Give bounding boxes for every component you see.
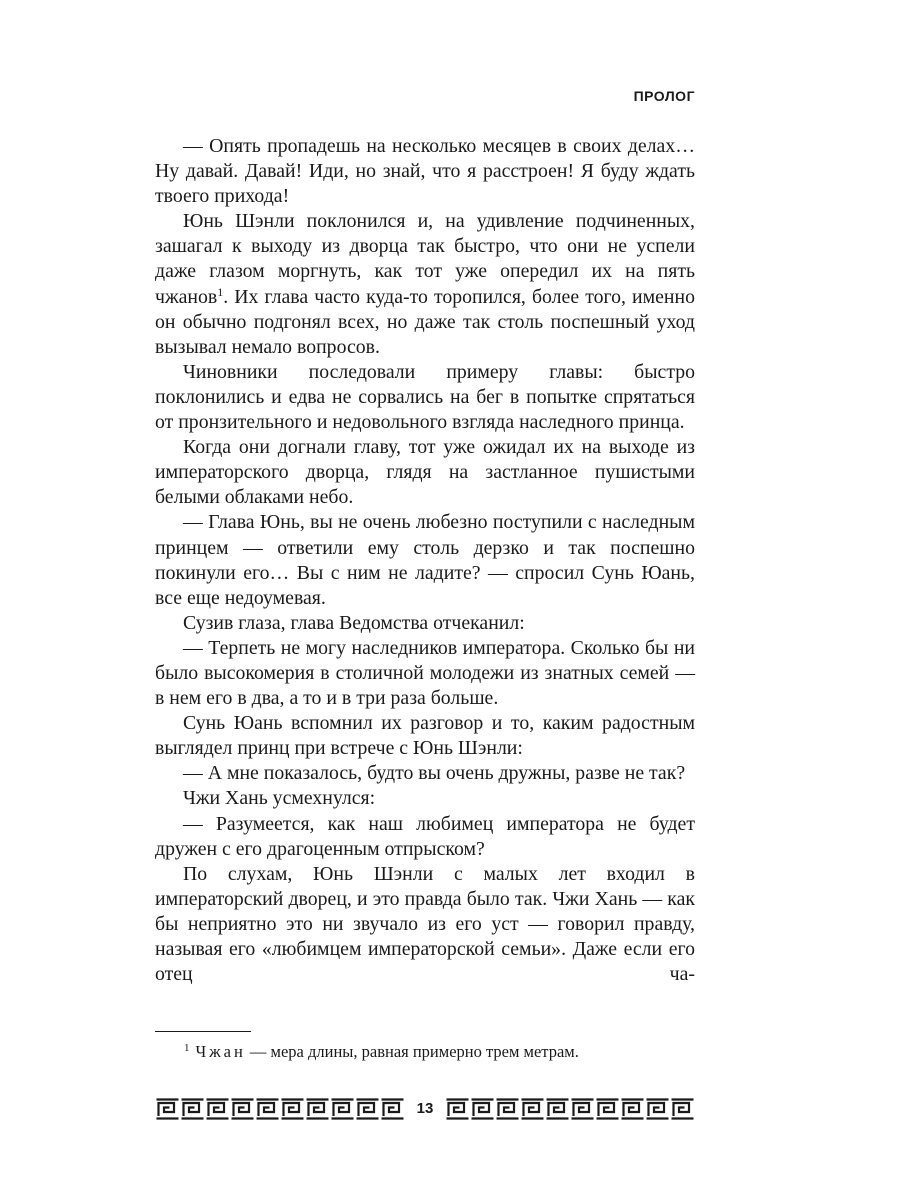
footnote (184, 1041, 579, 1063)
paragraph: — Разумеется, как наш любимец императора не будет дружен с его драгоценным отпрыском? (155, 812, 695, 860)
meander-ornament-right (445, 1098, 695, 1120)
paragraph: — Терпеть не могу наследников императора. Сколько бы ни было высокомерия в столичной молодежи из знатных семей — в нем его в два, а то и в три раза больше. (155, 636, 695, 710)
footnote-ref[interactable]: 1 (217, 284, 224, 299)
footnote-term: Чжан (195, 1042, 246, 1061)
paragraph: — Опять пропадешь на несколько месяцев в своих делах… Ну давай. Давай! Иди, но знай, что я расстроен! Я буду ждать твоего прихода! (155, 135, 695, 208)
paragraph: По слухам, Юнь Шэнли с малых лет входил в императорский дворец, и это правда было так. Чжи Хань — как бы неприятно это ни звучало из его уст — говорил правду, называя его «любимцем императорской семьи». Даже если его отец ча- (155, 862, 695, 986)
paragraph-text-continued: . Их глава часто куда-то торопился, более того, именно он обычно подгонял всех, но даже так столь поспешный уход вызывал немало вопросов. (155, 285, 695, 358)
body-text (155, 134, 695, 987)
page-number: 13 (416, 1100, 434, 1117)
paragraph: — Глава Юнь, вы не очень любезно поступили с наследным принцем — ответили ему столь дерзко и так поспешно покинули его… Вы с ним не ладите? — спросил Сунь Юань, все еще недоумевая. (155, 511, 695, 609)
footnote-divider (155, 1031, 251, 1032)
paragraph: Сузив глаза, глава Ведомства отчеканил: (183, 611, 525, 634)
paragraph: Чиновники последовали примеру главы: быстро поклонились и едва не сорвались на бег в попытке спрятаться от пронзительного и недовольного взгляда наследного принца. (155, 360, 695, 434)
paragraph (155, 209, 695, 360)
footnote-definition: — мера длины, равная примерно трем метрам. (245, 1042, 579, 1061)
paragraph: — А мне показалось, будто вы очень дружны, разве не так? (183, 762, 686, 785)
paragraph: Сунь Юань вспомнил их разговор и то, каким радостным выглядел принц при встрече с Юнь Шэнли: (155, 712, 695, 760)
paragraph: Чжи Хань усмехнулся: (183, 787, 376, 810)
paragraph-text: Юнь Шэнли поклонился и, на удивление подчиненных, зашагал к выходу из дворца так быстро, что они не успели даже глазом моргнуть, как тот уже опередил их на пять чжанов (155, 210, 695, 308)
footnote-marker: 1 (184, 1042, 190, 1054)
running-header: ПРОЛОГ (633, 88, 695, 104)
paragraph: Когда они догнали главу, тот уже ожидал их на выходе из императорского дворца, глядя на застланное пушистыми белыми облаками небо. (155, 436, 695, 509)
page-footer (155, 1098, 695, 1120)
